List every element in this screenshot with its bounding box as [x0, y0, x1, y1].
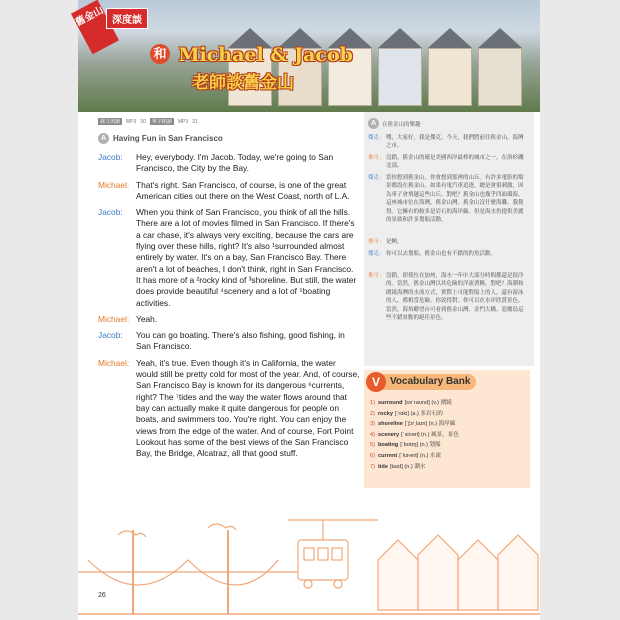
audio-track-row [98, 118, 198, 125]
dialogue-text: When you think of San Francisco, you think of all the hills. There are a lot of movies filmed in San Francisco. If there's a car chase, it's always very exciting, because the cars are flying over these hills, right? It's also ¹surrounded almost entirely by water. It's on a bay, San Francisco Bay. There aren't a lot of beaches, I don't think, right in San Francisco. It has more of a ²rocky kind of ³shoreline. But still, the water does provide beautiful ⁴scenery and a lot of ⁵boating activities. [136, 207, 357, 308]
translation-text: 沒錯，即使位在加州，海水一年中大部分時間都還是很冷的。當然，舊金山灣以其危險的洋流著稱，對吧？海潮和圍繞海灣的水流方式，實際上可能對船上的人，還有游泳的人，都相當危險。你說得對。你可以在水岸欣賞景色。當然，海角瞭望台可看到舊金山灣、金門大橋、惡魔島這些不錯景點的絕佳景色。 [386, 273, 524, 322]
translation-text: 當你想到舊金山，你會想到那裡的山丘。有許多電影的場景都設在舊金山。如果有電汽車追逐，總是會很刺激，因為車子會飛越這些山丘，對吧？舊金山也幾乎四面環海。這座城市位在海灣，舊金山灣。舊金山沒什麼海灘，我覺得。它擁有的較多是岩石的海岸線。但是海水仍提供美麗的景致和許多划船活動。 [386, 175, 524, 224]
section-letter-icon: A [368, 118, 379, 129]
dialogue-line [98, 180, 360, 203]
victorian-house [228, 28, 272, 106]
dialogue-text: Yeah. [136, 313, 158, 324]
vocabulary-item: 6) current [ˈkɝənt] (n.) 水流 [370, 452, 442, 459]
translation-title: 在舊金山的樂趣 [382, 121, 421, 128]
victorian-house [428, 28, 472, 106]
city-illustration [78, 510, 540, 620]
track-id-b: 31 [192, 118, 198, 125]
speaker-name: 傑克： [368, 175, 385, 181]
translation-line [368, 238, 528, 246]
track-id-a: 30 [140, 118, 146, 125]
speaker-name: Jacob: [98, 330, 123, 341]
vocabulary-header [368, 374, 476, 390]
dialogue-line [98, 207, 360, 309]
translation-line [368, 154, 528, 171]
magazine-page [73, 0, 540, 620]
title-english: Michael & Jacob [178, 44, 353, 66]
translation-text: 嘿，大家好，我是傑克。今天，我們將前往舊金山，海灣之市。 [386, 135, 524, 150]
bridge-icon [78, 524, 298, 614]
speaker-name: Jacob: [98, 152, 123, 162]
dialogue-text: That's right. San Francisco, of course, is one of the great American cities out there on the West Coast, north of L.A. [136, 179, 350, 201]
track-format-b: MP3 [177, 118, 189, 125]
painted-ladies-icon [378, 535, 538, 610]
dialogue-line [98, 330, 360, 353]
speaker-name: Michael: [98, 357, 130, 368]
vocabulary-badge-icon: V [366, 372, 386, 392]
translation-line [368, 134, 528, 151]
page-title [150, 44, 353, 66]
vocabulary-item: 4) scenery [ˈsinəri] (n.) 風景，景色 [370, 431, 459, 438]
track-format-a: MP3 [126, 118, 137, 125]
title-badge: 和 [150, 44, 170, 64]
speaker-name: 傑克： [368, 135, 385, 141]
dialogue-line [98, 358, 360, 460]
dialogue-line [98, 152, 360, 175]
vocabulary-item: 3) shoreline [ˈʃɔr͵laɪn] (n.) 海岸線 [370, 421, 456, 428]
dialogue-text: Yeah, it's true. Even though it's in California, the water would still be pretty cold for most of the year. And, of course, San Francisco Bay is known for its dangerous ⁶currents, right? The ⁷tides and the way the water flows around that bay can actually make it quite dangerous for people on boats, and swimmers too. You're right. You can enjoy the views from the edge of the water. And of course, Fort Point Lookout has some of the best views of the San Francisco Bay, the Bridge, Alcatraz, all that good stuff. [136, 357, 360, 459]
vocabulary-item: 5) boating [ˈbotɪŋ] (n.) 划船 [370, 442, 441, 449]
victorian-house [378, 28, 422, 106]
page-number: 26 [98, 592, 106, 599]
category-tag: 舊金山 [71, 0, 119, 54]
translation-line [368, 250, 528, 258]
translation-line [368, 174, 528, 224]
section-heading: Having Fun in San Francisco [113, 134, 223, 143]
speaker-name: Michael: [98, 313, 130, 324]
victorian-house [478, 28, 522, 106]
vocabulary-item: 2) rocky [ˈrɑki] (a.) 多岩石的 [370, 410, 443, 417]
speaker-name: 麥可： [368, 239, 385, 245]
header-photo [73, 0, 540, 112]
translation-text: 是啊。 [386, 239, 403, 245]
title-chinese: 老師談舊金山 [192, 73, 294, 92]
vocabulary-item: 1) surround [səˈraʊnd] (v.) 圍繞 [370, 400, 452, 406]
speaker-name: Jacob: [98, 207, 123, 218]
speaker-name: 麥可： [368, 155, 385, 161]
dialogue [98, 152, 360, 464]
cable-car-icon [288, 520, 378, 588]
category-label: 深度談 [106, 8, 148, 29]
vocabulary-list [370, 398, 526, 472]
translation-text: 你可以去划船。舊金山也有不錯的釣魚活動。 [386, 251, 497, 257]
dialogue-text: Hey, everybody. I'm Jacob. Today, we're going to San Francisco, the City by the Bay. [136, 152, 334, 174]
dialogue-text: You can go boating. There's also fishing, good fishing, in San Francisco. [136, 330, 345, 352]
track-label-b: 單字朗讀 [151, 119, 172, 125]
victorian-house [328, 28, 372, 106]
translation-text: 沒錯。舊金山的確是美國西岸最棒的城市之一，在洛杉磯北部。 [386, 155, 524, 170]
translation-line [368, 272, 528, 322]
speaker-name: Michael: [98, 179, 130, 190]
translation-heading [368, 118, 421, 129]
vocabulary-title: Vocabulary Bank [390, 376, 471, 387]
speaker-name: 傑克： [368, 251, 385, 257]
section-letter-icon: A [98, 133, 109, 144]
translation-panel [364, 112, 534, 366]
dialogue-line [98, 314, 360, 325]
track-label-a: 課文朗讀 [100, 119, 121, 125]
vocabulary-item: 7) tide [taɪd] (n.) 潮水 [370, 463, 426, 470]
victorian-house [278, 28, 322, 106]
vocabulary-bank [364, 370, 530, 488]
section-title [98, 133, 223, 144]
speaker-name: 麥可： [368, 273, 385, 279]
